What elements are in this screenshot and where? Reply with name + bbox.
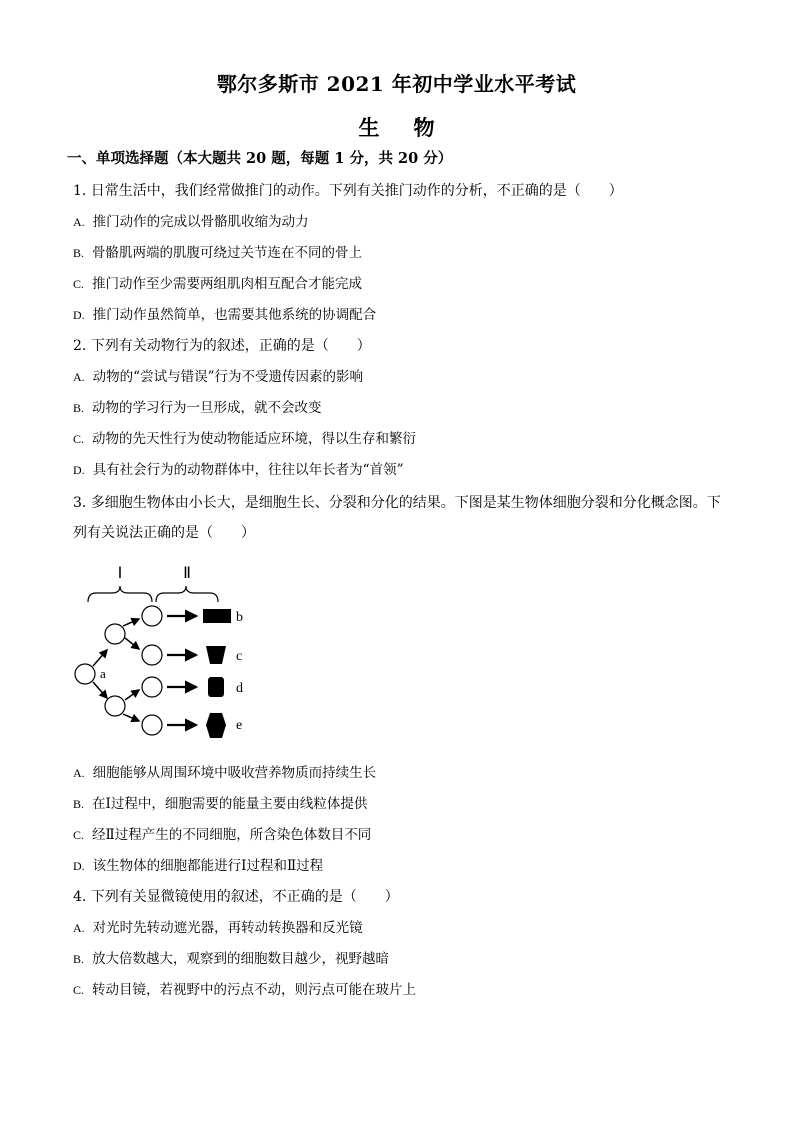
question-1-stem: 1. 日常生活中，我们经常做推门的动作。下列有关推门动作的分析，不正确的是（ ） xyxy=(73,183,623,199)
section-heading: 一、单项选择题（本大题共 20 题，每题 1 分，共 20 分） xyxy=(67,150,453,167)
question-4-option-c: C. 转动目镜，若视野中的污点不动，则污点可能在玻片上 xyxy=(73,982,417,998)
question-3-option-d: D. 该生物体的细胞都能进行Ⅰ过程和Ⅱ过程 xyxy=(73,858,324,874)
question-3-option-b: B. 在Ⅰ过程中，细胞需要的能量主要由线粒体提供 xyxy=(73,796,368,812)
arrow xyxy=(123,714,139,721)
cell-d-shape xyxy=(208,677,224,697)
question-2-stem: 2. 下列有关动物行为的叙述，正确的是（ ） xyxy=(73,338,371,354)
cell xyxy=(142,645,162,665)
cell xyxy=(142,606,162,626)
arrow xyxy=(125,690,139,700)
question-1-option-c: C. 推门动作至少需要两组肌肉相互配合才能完成 xyxy=(73,276,363,292)
question-4-option-b: B. 放大倍数越大，观察到的细胞数目越少，视野越暗 xyxy=(73,951,390,967)
arrow xyxy=(123,619,139,626)
question-1-option-b: B. 骨骼肌两端的肌腹可绕过关节连在不同的骨上 xyxy=(73,245,363,261)
subject-title xyxy=(0,112,793,142)
cell-c-shape xyxy=(206,646,226,664)
cell-division-diagram xyxy=(72,558,262,748)
question-1-option-d: D. 推门动作虽然简单，也需要其他系统的协调配合 xyxy=(73,307,377,323)
cell-label-d: d xyxy=(236,681,243,696)
process-label-2: Ⅱ xyxy=(183,565,191,582)
arrow xyxy=(93,650,107,666)
brace-1 xyxy=(88,586,152,602)
arrow xyxy=(125,638,139,649)
subject-char-2: 物 xyxy=(413,115,435,140)
cell xyxy=(105,696,125,716)
question-3-stem-line-1: 3. 多细胞生物体由小长大，是细胞生长、分裂和分化的结果。下图是某生物体细胞分裂和分化概念图。下 xyxy=(73,495,721,511)
process-label-1: Ⅰ xyxy=(117,565,123,582)
cell-e-shape xyxy=(206,713,226,738)
question-3-option-c: C. 经Ⅱ过程产生的不同细胞，所含染色体数目不同 xyxy=(73,827,372,843)
cell-a xyxy=(75,664,95,684)
question-4-stem: 4. 下列有关显微镜使用的叙述，不正确的是（ ） xyxy=(73,889,399,905)
exam-title: 鄂尔多斯市 2021 年初中学业水平考试 xyxy=(216,72,577,96)
brace-2 xyxy=(156,586,218,602)
cell-label-e: e xyxy=(236,718,243,733)
cell xyxy=(142,715,162,735)
subject-char-1: 生 xyxy=(358,115,380,140)
arrow xyxy=(93,682,107,698)
cell-b-shape xyxy=(203,609,231,623)
question-2-option-c: C. 动物的先天性行为使动物能适应环境，得以生存和繁衍 xyxy=(73,431,417,447)
cell xyxy=(142,677,162,697)
question-3-stem-line-2: 列有关说法正确的是（ ） xyxy=(73,525,255,541)
question-2-option-b: B. 动物的学习行为一旦形成，就不会改变 xyxy=(73,400,322,416)
question-1-option-a: A. 推门动作的完成以骨骼肌收缩为动力 xyxy=(73,214,309,230)
question-4-option-a: A. 对光时先转动遮光器，再转动转换器和反光镜 xyxy=(73,920,363,936)
question-2-option-d: D. 具有社会行为的动物群体中，往往以年长者为“首领” xyxy=(73,462,404,478)
question-3-option-a: A. 细胞能够从周围环境中吸收营养物质而持续生长 xyxy=(73,765,377,781)
cell-label-c: c xyxy=(236,649,243,664)
cell-label-b: b xyxy=(236,610,243,625)
cell-label-a: a xyxy=(100,666,106,681)
cell xyxy=(105,624,125,644)
question-2-option-a: A. 动物的“尝试与错误”行为不受遗传因素的影响 xyxy=(73,369,363,385)
